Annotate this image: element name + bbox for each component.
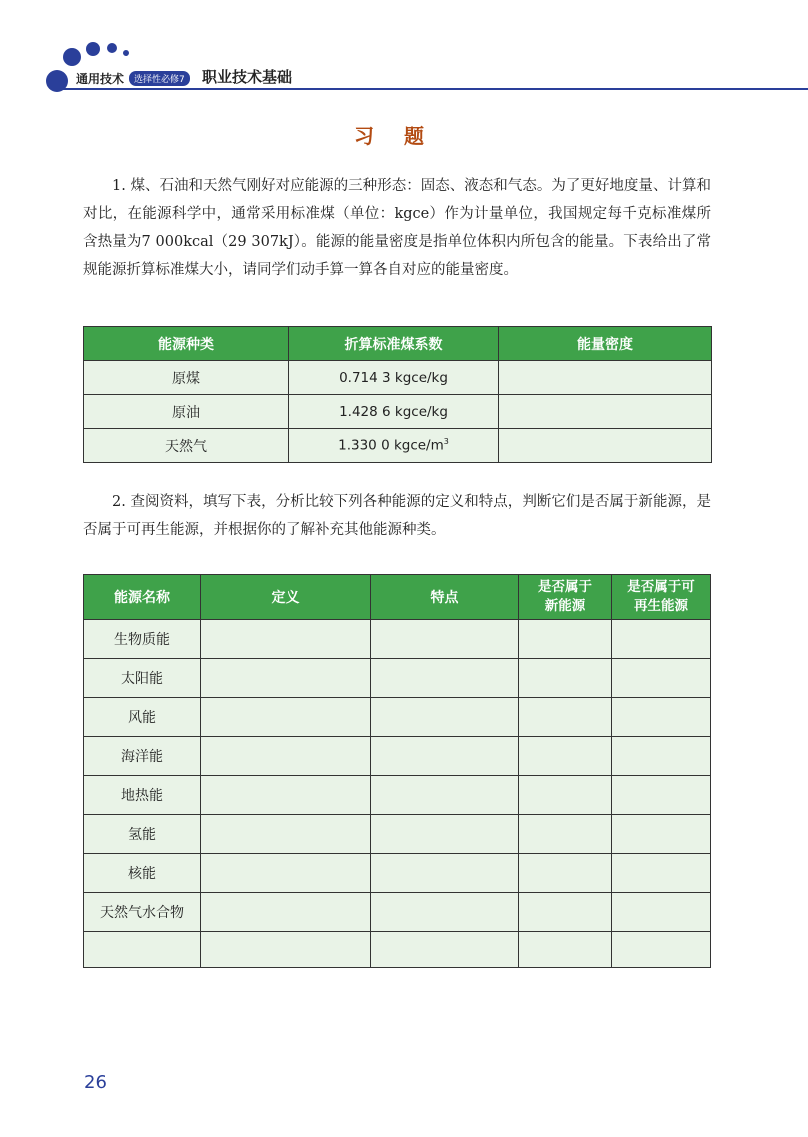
table-row <box>84 361 712 395</box>
energy-name: 氢能 <box>84 815 201 854</box>
blank-cell[interactable] <box>371 776 519 815</box>
blank-cell[interactable] <box>201 854 371 893</box>
energy-coefficient-table <box>83 326 712 463</box>
book-title: 职业技术基础 <box>202 68 293 86</box>
energy-type: 原油 <box>84 395 289 429</box>
page-number: 26 <box>84 1072 107 1093</box>
col-header: 定义 <box>201 575 371 620</box>
coefficient: 0.714 3 kgce/kg <box>289 361 499 395</box>
blank-cell[interactable] <box>612 932 711 968</box>
table-row <box>84 737 711 776</box>
table-row <box>84 395 712 429</box>
col-header-new-energy <box>519 575 612 620</box>
energy-name: 生物质能 <box>84 620 201 659</box>
blank-cell[interactable] <box>201 659 371 698</box>
question-2: 2. 查阅资料，填写下表，分析比较下列各种能源的定义和特点，判断它们是否属于新能源，是否属于可再生能源，并根据你的了解补充其他能源种类。 <box>83 494 711 538</box>
blank-cell[interactable] <box>519 854 612 893</box>
blank-cell[interactable] <box>612 659 711 698</box>
blank-cell[interactable] <box>612 620 711 659</box>
coefficient: 1.330 0 kgce/m <box>338 437 444 454</box>
col-header: 特点 <box>371 575 519 620</box>
decor-dot <box>107 43 117 53</box>
table-row <box>84 893 711 932</box>
blank-cell[interactable] <box>519 620 612 659</box>
blank-cell[interactable] <box>519 932 612 968</box>
blank-cell[interactable] <box>371 815 519 854</box>
table-row <box>84 429 712 463</box>
blank-cell[interactable] <box>201 893 371 932</box>
energy-name: 风能 <box>84 698 201 737</box>
blank-cell[interactable] <box>371 620 519 659</box>
table-row <box>84 932 711 968</box>
table-header-row <box>84 327 712 361</box>
unit-superscript: 3 <box>443 437 449 447</box>
table-row <box>84 698 711 737</box>
energy-name: 太阳能 <box>84 659 201 698</box>
series-label <box>76 68 190 88</box>
col-header: 折算标准煤系数 <box>289 327 499 361</box>
section-title: 习题 <box>354 124 454 148</box>
blank-cell[interactable] <box>612 815 711 854</box>
coefficient: 1.428 6 kgce/kg <box>289 395 499 429</box>
blank-cell[interactable] <box>519 698 612 737</box>
energy-name: 核能 <box>84 854 201 893</box>
blank-cell[interactable] <box>201 620 371 659</box>
col-header: 能量密度 <box>499 327 712 361</box>
blank-cell[interactable] <box>371 932 519 968</box>
blank-cell[interactable] <box>371 698 519 737</box>
blank-cell[interactable] <box>612 893 711 932</box>
energy-name: 海洋能 <box>84 737 201 776</box>
blank-cell[interactable] <box>612 776 711 815</box>
blank-cell[interactable] <box>201 737 371 776</box>
blank-cell[interactable] <box>371 893 519 932</box>
table-row <box>84 815 711 854</box>
blank-cell[interactable] <box>371 854 519 893</box>
energy-name: 地热能 <box>84 776 201 815</box>
blank-cell[interactable] <box>612 737 711 776</box>
question-1: 1. 煤、石油和天然气刚好对应能源的三种形态：固态、液态和气态。为了更好地度量、计算和对比，在能源科学中，通常采用标准煤（单位：kgce）作为计量单位，我国规定每千克标准煤所含热量为7 000kcal（29 307kJ）。能源的能量密度是指单位体积内所包含的能量。下表给出了常规能源折算标准煤大小，请同学们动手算一算各自对应的能量密度。 <box>83 178 711 278</box>
blank-cell[interactable] <box>519 737 612 776</box>
blank-cell[interactable] <box>371 659 519 698</box>
blank-cell[interactable] <box>519 815 612 854</box>
col-header: 能源种类 <box>84 327 289 361</box>
header-line: 再生能源 <box>634 598 688 614</box>
blank-cell[interactable] <box>519 659 612 698</box>
blank-cell[interactable] <box>371 737 519 776</box>
coefficient-cell <box>289 429 499 463</box>
blank-cell[interactable] <box>519 776 612 815</box>
blank-cell[interactable] <box>612 698 711 737</box>
decor-dot <box>86 42 100 56</box>
blank-cell[interactable] <box>201 932 371 968</box>
blank-cell[interactable] <box>201 698 371 737</box>
table-row <box>84 776 711 815</box>
density-cell[interactable] <box>499 429 712 463</box>
energy-name[interactable] <box>84 932 201 968</box>
blank-cell[interactable] <box>201 776 371 815</box>
decor-dot <box>123 50 129 56</box>
table-header-row <box>84 575 711 620</box>
series-badge: 选择性必修7 <box>129 71 190 86</box>
energy-name: 天然气水合物 <box>84 893 201 932</box>
col-header-renewable <box>612 575 711 620</box>
density-cell[interactable] <box>499 395 712 429</box>
energy-classification-table <box>83 574 711 968</box>
header-line: 是否属于 <box>538 579 592 595</box>
col-header: 能源名称 <box>84 575 201 620</box>
series-name: 通用技术 <box>76 71 125 86</box>
header-line: 新能源 <box>544 598 586 614</box>
blank-cell[interactable] <box>201 815 371 854</box>
table-row <box>84 854 711 893</box>
header-line: 是否属于可 <box>627 579 695 595</box>
table-row <box>84 620 711 659</box>
density-cell[interactable] <box>499 361 712 395</box>
energy-type: 天然气 <box>84 429 289 463</box>
table-row <box>84 659 711 698</box>
blank-cell[interactable] <box>612 854 711 893</box>
energy-type: 原煤 <box>84 361 289 395</box>
blank-cell[interactable] <box>519 893 612 932</box>
page-header <box>0 0 808 100</box>
decor-dot <box>63 48 81 66</box>
header-rule <box>56 88 808 90</box>
